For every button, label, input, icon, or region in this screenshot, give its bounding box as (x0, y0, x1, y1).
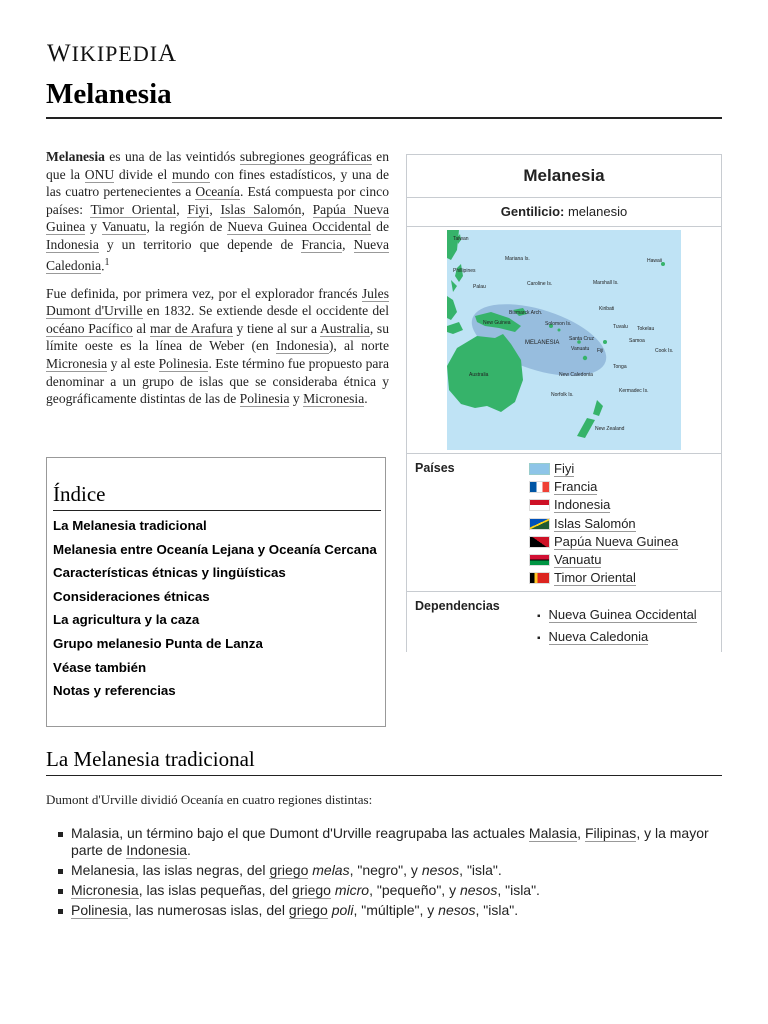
title-divider (46, 117, 722, 119)
map-label: Norfolk Is. (551, 392, 574, 398)
france-flag-icon (529, 481, 550, 493)
paises-label: Países (415, 461, 455, 475)
dependencias-label: Dependencias (415, 599, 500, 613)
link-oceania[interactable]: Oceanía (195, 184, 240, 200)
link-pais-fiyi[interactable]: Fiyi (554, 461, 575, 476)
toc-item[interactable]: Véase también (53, 659, 147, 675)
map-label: Hawaii (647, 258, 663, 264)
map-label: Taiwan (453, 236, 469, 242)
section-heading: La Melanesia tradicional (46, 747, 255, 771)
link-pais-papua[interactable]: Papúa Nueva Guinea (554, 533, 679, 549)
map-label: Tokelau (637, 326, 655, 332)
toc-list (53, 517, 383, 706)
map-label: Samoa (629, 338, 645, 344)
link-polinesia-2[interactable]: Polinesia (239, 391, 290, 407)
toc-item[interactable]: Melanesia entre Oceanía Lejana y Oceanía Cercana (53, 541, 377, 557)
map-land-new-caledonia (583, 356, 587, 360)
pais-item (529, 460, 678, 478)
link-filipinas[interactable]: Filipinas (584, 825, 637, 841)
indonesia-flag-icon (529, 499, 550, 511)
link-pais-timor[interactable]: Timor Oriental (554, 570, 636, 586)
map-label: Bismarck Arch. (509, 310, 543, 316)
map-label: Fiji (597, 348, 604, 354)
map-label: New Guinea (483, 320, 511, 326)
link-polinesia-3[interactable]: Polinesia (71, 902, 128, 918)
link-pais-salomon[interactable]: Islas Salomón (554, 515, 636, 531)
pais-item (529, 551, 678, 569)
link-salomon[interactable]: Islas Salomón (220, 201, 302, 217)
map-label: Tonga (613, 364, 627, 370)
toc-title: Índice (53, 482, 106, 506)
wikipedia-logo[interactable]: WIKIPEDIA (47, 40, 178, 67)
map-label: Vanuatu (571, 346, 590, 352)
link-nueva-caledonia[interactable]: Nueva Caledonia (46, 236, 389, 274)
dependencia-item (537, 606, 697, 628)
map-label: Kiribati (599, 306, 615, 312)
toc-item[interactable]: Notas y referencias (53, 683, 176, 699)
link-vanuatu[interactable]: Vanuatu (101, 219, 147, 235)
map-label: Tuvalu (613, 324, 628, 330)
infobox-divider (407, 453, 721, 454)
toc-divider (53, 510, 381, 511)
melanesia-map[interactable] (447, 230, 681, 450)
toc-item[interactable]: La Melanesia tradicional (53, 518, 207, 533)
link-polinesia[interactable]: Polinesia (158, 356, 209, 372)
pais-item (529, 569, 678, 587)
map-label: MELANESIA (525, 340, 560, 346)
link-fiyi[interactable]: Fiyi (187, 201, 210, 217)
link-nueva-guinea-occidental[interactable]: Nueva Guinea Occidental (227, 219, 372, 235)
toc-item[interactable]: Grupo melanesio Punta de Lanza (53, 635, 263, 651)
link-pais-indonesia[interactable]: Indonesia (554, 497, 611, 513)
pais-item (529, 496, 678, 514)
solomon-flag-icon (529, 518, 550, 530)
infobox (406, 154, 722, 652)
map-label: New Zealand (595, 426, 625, 432)
toc-item[interactable]: Características étnicas y lingüísticas (53, 565, 286, 581)
timor-flag-icon (529, 572, 550, 584)
link-indonesia[interactable]: Indonesia (46, 236, 99, 252)
link-mundo[interactable]: mundo (171, 166, 210, 182)
footnote-ref[interactable]: 1 (104, 256, 110, 268)
paises-list (529, 460, 678, 587)
intro-paragraph-2: Fue definida, por primera vez, por el explorador francés Jules Dumont d'Urville en 1832. Se extiende desde el occidente del océano Pacífico al mar de Arafura y tiene al sur a Australia, su límite oeste es la línea de Weber (en Indonesia), al norte Micronesia y al este Polinesia. Este término fue propuesto para denominar a un grupo de islas que se consideraba étnica y geográficamente distintas de las de Polinesia y Micronesia. (46, 285, 389, 407)
map-label: Australia (469, 372, 489, 378)
vanuatu-flag-icon (529, 554, 550, 566)
link-pais-vanuatu[interactable]: Vanuatu (554, 551, 602, 567)
map-label: Solomon Is. (545, 321, 572, 327)
infobox-gentilicio: Gentilicio: melanesio (407, 198, 721, 227)
map-label: Palau (473, 284, 486, 290)
link-micronesia-2[interactable]: Micronesia (303, 391, 365, 407)
link-francia[interactable]: Francia (301, 236, 343, 252)
link-micronesia[interactable]: Micronesia (46, 356, 108, 372)
link-pais-francia[interactable]: Francia (554, 479, 598, 495)
list-item: Micronesia, las islas pequeñas, del griego micro, "pequeño", y nesos, "isla". (46, 882, 726, 899)
link-subregiones[interactable]: subregiones geográficas (239, 149, 372, 164)
link-malasia[interactable]: Malasia (528, 825, 578, 841)
toc-item[interactable]: La agricultura y la caza (53, 612, 200, 628)
pais-item (529, 533, 678, 551)
map-label: Caroline Is. (527, 281, 553, 287)
fiji-flag-icon (529, 463, 550, 475)
intro-text (46, 148, 389, 418)
page-title: Melanesia (46, 78, 172, 110)
png-flag-icon (529, 536, 550, 548)
map-label: Cook Is. (655, 348, 674, 354)
pais-item (529, 515, 678, 533)
infobox-title: Melanesia (407, 155, 721, 198)
link-onu[interactable]: ONU (84, 166, 115, 182)
map-land-fiji (603, 340, 607, 344)
link-papua[interactable]: Papúa Nueva Guinea (46, 201, 390, 235)
link-griego-2[interactable]: griego (292, 882, 331, 898)
link-dep-ngo[interactable]: Nueva Guinea Occidental (548, 607, 697, 622)
link-micronesia-3[interactable]: Micronesia (71, 882, 139, 898)
toc-item[interactable]: Consideraciones étnicas (53, 588, 210, 604)
map-label: Kermadec Is. (619, 388, 649, 394)
link-dumont[interactable]: Jules Dumont d'Urville (46, 285, 389, 319)
table-of-contents (46, 457, 386, 727)
dependencia-item (537, 628, 697, 650)
map-label: Marshall Is. (593, 280, 619, 286)
dependencias-list (537, 606, 697, 650)
pais-item (529, 478, 678, 496)
section-divider (46, 775, 722, 776)
link-arafura[interactable]: mar de Arafura (149, 320, 233, 336)
list-item: Melanesia, las islas negras, del griego melas, "negro", y nesos, "isla". (46, 862, 726, 879)
list-item: Polinesia, las numerosas islas, del griego poli, "múltiple", y nesos, "isla". (46, 902, 726, 919)
infobox-divider (407, 591, 721, 592)
intro-paragraph-1: Melanesia es una de las veintidós subregiones geográficas en que la ONU divide el mundo con fines estadísticos, y una de las cuatro pertenecientes a Oceanía. Está compuesta por cinco países: Timor Oriental, Fiyi, Islas Salomón, Papúa Nueva Guinea y Vanuatu, la región de Nueva Guinea Occidental de Indonesia y un territorio que depende de Francia, Nueva Caledonia.$^1$ (46, 149, 390, 274)
map-label: Santa Cruz (569, 336, 595, 342)
link-griego[interactable]: griego (269, 862, 309, 878)
section-intro: Dumont d'Urville dividió Oceanía en cuatro regiones distintas: (46, 792, 373, 807)
link-griego-3[interactable]: griego (288, 902, 328, 918)
link-indonesia-2[interactable]: Indonesia (276, 338, 329, 354)
list-item: Malasia, un término bajo el que Dumont d'Urville reagrupaba las actuales Malasia, Filipinas, y la mayor parte de Indonesia. (46, 825, 726, 859)
link-dep-nc[interactable]: Nueva Caledonia (548, 629, 649, 644)
map-label: New Caledonia (559, 372, 593, 378)
link-australia[interactable]: Australia (319, 320, 370, 336)
regions-list (46, 825, 726, 922)
link-indonesia-3[interactable]: Indonesia (126, 842, 187, 858)
map-land-solomon-2 (558, 329, 561, 332)
map-label: Phillipines (453, 268, 476, 274)
link-pacifico[interactable]: océano Pacífico (46, 320, 133, 336)
link-timor[interactable]: Timor Oriental (90, 201, 177, 217)
map-label: Mariana Is. (505, 256, 530, 262)
